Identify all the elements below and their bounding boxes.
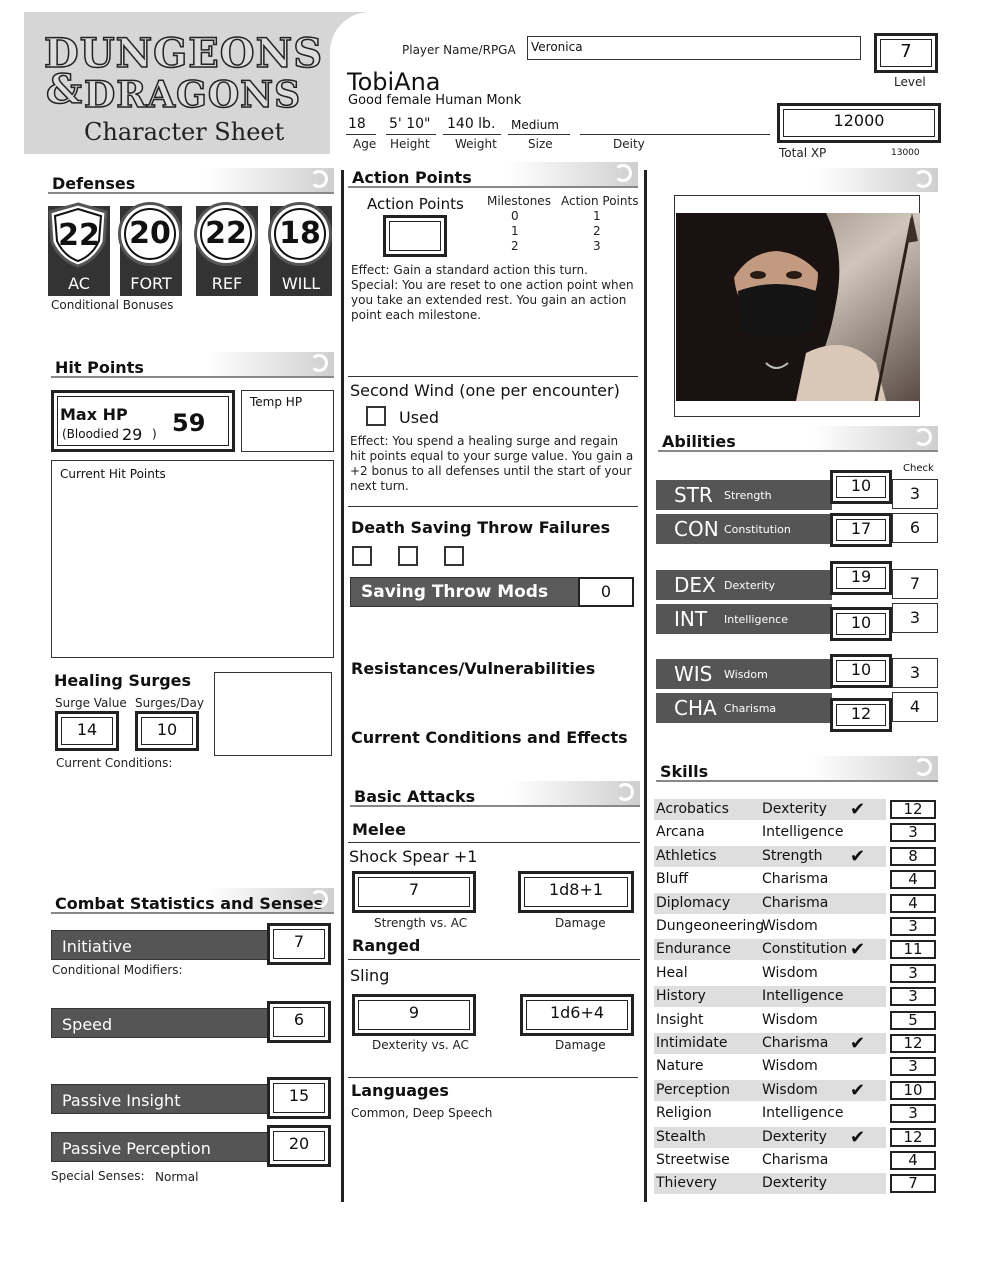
age-underline xyxy=(346,134,376,135)
skill-value: 3 xyxy=(908,917,918,935)
skill-name: Dungeoneering xyxy=(656,918,765,934)
ref-label: REF xyxy=(211,274,243,293)
skill-row-streetwise xyxy=(654,1150,886,1171)
sheet-subtitle: Character Sheet xyxy=(84,118,285,146)
speed-label: Speed xyxy=(62,1015,113,1034)
melee-weapon[interactable]: Shock Spear +1 xyxy=(349,847,478,866)
swirl-icon xyxy=(616,783,634,801)
skill-name: Religion xyxy=(656,1105,712,1121)
skill-value: 5 xyxy=(908,1011,918,1029)
swirl-icon xyxy=(914,170,932,188)
melee-attack-box[interactable] xyxy=(352,871,476,913)
passive-perception-row xyxy=(51,1132,269,1162)
skill-row-bluff xyxy=(654,869,886,890)
milestone-1: 1 xyxy=(511,224,519,238)
conditional-bonuses-label: Conditional Bonuses xyxy=(51,298,174,312)
character-name[interactable]: TobiAna xyxy=(347,68,441,96)
skills-header xyxy=(656,756,938,782)
speed-value: 6 xyxy=(293,1010,305,1029)
action-points-header xyxy=(348,162,638,188)
skill-value-box-intimidate[interactable] xyxy=(890,1034,936,1053)
weight-underline xyxy=(443,134,501,135)
swirl-icon xyxy=(614,164,632,182)
bloodied-value: 29 xyxy=(122,425,143,444)
skill-ability: Dexterity xyxy=(762,801,827,817)
ap-1: 1 xyxy=(593,209,601,223)
skill-name: Endurance xyxy=(656,941,731,957)
trained-check-icon[interactable]: ✔ xyxy=(850,1127,866,1148)
skill-row-history xyxy=(654,986,886,1007)
initiative-box[interactable] xyxy=(267,923,331,965)
surge-value: 14 xyxy=(76,720,98,739)
max-hp-box[interactable] xyxy=(51,390,235,452)
skill-name: Intimidate xyxy=(656,1035,728,1051)
level-label: Level xyxy=(894,75,926,89)
hit-points-title: Hit Points xyxy=(55,358,144,377)
skill-name: Perception xyxy=(656,1082,731,1098)
skill-value-box-religion[interactable] xyxy=(890,1104,936,1123)
ranged-attack-value: 9 xyxy=(408,1003,420,1022)
ability-check: 3 xyxy=(909,484,921,503)
trained-check-icon[interactable]: ✔ xyxy=(850,799,866,820)
skill-row-perception xyxy=(654,1080,886,1101)
ap-3: 3 xyxy=(593,239,601,253)
skill-value: 8 xyxy=(908,847,918,865)
skill-row-heal xyxy=(654,963,886,984)
skill-value: 4 xyxy=(908,870,918,888)
temp-hp-box[interactable] xyxy=(241,390,334,452)
skill-value-box-athletics[interactable] xyxy=(890,847,936,866)
ability-row-cha xyxy=(656,693,832,723)
ac-label: AC xyxy=(68,274,90,293)
skill-value-box-perception[interactable] xyxy=(890,1081,936,1100)
skill-value: 7 xyxy=(908,1174,918,1192)
current-conditions-label: Current Conditions: xyxy=(56,756,173,770)
skill-name: Bluff xyxy=(656,871,689,887)
skill-ability: Strength xyxy=(762,848,823,864)
special-senses-label: Special Senses: xyxy=(51,1169,145,1183)
defenses-title: Defenses xyxy=(52,174,136,193)
fort-value[interactable]: 20 xyxy=(129,216,171,251)
skill-value: 12 xyxy=(903,800,923,818)
ability-abbr: STR xyxy=(674,483,713,507)
ranged-label: Ranged xyxy=(352,936,421,955)
ability-score: 10 xyxy=(850,476,872,495)
skill-row-diplomacy xyxy=(654,893,886,914)
ability-score-box-con[interactable] xyxy=(830,513,892,547)
skill-ability: Dexterity xyxy=(762,1175,827,1191)
trained-check-icon[interactable]: ✔ xyxy=(850,1033,866,1054)
ability-check: 3 xyxy=(909,608,921,627)
divider xyxy=(348,842,640,843)
next-level-xp: 13000 xyxy=(891,148,920,158)
ability-check-box-int[interactable] xyxy=(892,603,938,633)
skill-row-endurance xyxy=(654,939,886,960)
hit-points-header xyxy=(51,352,334,378)
ranged-attack-box[interactable] xyxy=(352,994,476,1036)
bloodied-close: ) xyxy=(152,427,157,441)
ability-check: 6 xyxy=(909,518,921,537)
ability-name: Dexterity xyxy=(724,579,776,592)
action-points-box[interactable] xyxy=(383,215,447,257)
skill-value: 12 xyxy=(903,1034,923,1052)
saving-throw-mods-value: 0 xyxy=(600,582,612,601)
speed-box[interactable] xyxy=(267,1001,331,1043)
skill-ability: Charisma xyxy=(762,895,829,911)
age-label: Age xyxy=(353,137,377,151)
special-senses-value: Normal xyxy=(155,1170,199,1184)
trained-check-icon[interactable]: ✔ xyxy=(850,1080,866,1101)
skill-value-box-dungeoneering[interactable] xyxy=(890,917,936,936)
ability-score: 10 xyxy=(850,613,872,632)
temp-hp-label: Temp HP xyxy=(250,395,303,409)
skill-value-box-thievery[interactable] xyxy=(890,1174,936,1193)
column-divider-right xyxy=(644,170,647,1202)
level-box[interactable] xyxy=(874,33,938,73)
skill-name: Arcana xyxy=(656,824,705,840)
abilities-title: Abilities xyxy=(662,432,736,451)
skill-value-box-history[interactable] xyxy=(890,987,936,1006)
ability-score: 17 xyxy=(850,519,872,538)
skill-ability: Wisdom xyxy=(762,1082,818,1098)
ability-check-box-str[interactable] xyxy=(892,479,938,509)
character-portrait-image xyxy=(676,213,920,401)
skill-row-acrobatics xyxy=(654,799,886,820)
milestone-2: 2 xyxy=(511,239,519,253)
ability-name: Intelligence xyxy=(724,613,789,626)
skill-value: 11 xyxy=(903,940,923,958)
skill-name: Acrobatics xyxy=(656,801,729,817)
swirl-icon xyxy=(914,758,932,776)
current-hp-label: Current Hit Points xyxy=(60,467,166,481)
skill-value: 10 xyxy=(903,1081,923,1099)
ability-row-con xyxy=(656,514,832,544)
skill-value: 3 xyxy=(908,1104,918,1122)
will-label: WILL xyxy=(281,274,321,293)
current-conditions-title: Current Conditions and Effects xyxy=(351,728,628,747)
ability-score-box-wis[interactable] xyxy=(830,654,892,688)
ability-abbr: WIS xyxy=(674,662,713,686)
height-label: Height xyxy=(390,137,430,151)
passive-perception-box[interactable] xyxy=(267,1125,331,1167)
logo-line1: DUNGEONS xyxy=(44,30,324,77)
ability-name: Wisdom xyxy=(724,668,768,681)
skill-name: Insight xyxy=(656,1012,704,1028)
ability-check: 7 xyxy=(909,574,921,593)
ability-check-box-dex[interactable] xyxy=(892,569,938,599)
skill-value-box-diplomacy[interactable] xyxy=(890,894,936,913)
ability-score-box-int[interactable] xyxy=(830,607,892,641)
melee-damage-box[interactable] xyxy=(518,871,634,913)
skill-name: History xyxy=(656,988,706,1004)
swirl-icon xyxy=(310,354,328,372)
skill-row-athletics xyxy=(654,846,886,867)
skill-value-box-stealth[interactable] xyxy=(890,1128,936,1147)
skill-name: Streetwise xyxy=(656,1152,730,1168)
initiative-label: Initiative xyxy=(62,937,132,956)
ability-row-str xyxy=(656,480,832,510)
healing-surges-title: Healing Surges xyxy=(54,671,192,690)
surge-value-label: Surge Value xyxy=(55,696,127,710)
skill-value: 3 xyxy=(908,987,918,1005)
ability-check-box-cha[interactable] xyxy=(892,692,938,722)
skill-name: Stealth xyxy=(656,1129,706,1145)
skill-ability: Wisdom xyxy=(762,965,818,981)
second-wind-effect: Effect: You spend a healing surge and regain hit points equal to your surge value. You gain a +2 bonus to all defenses until the start of your next turn. xyxy=(350,434,634,493)
skill-ability: Charisma xyxy=(762,871,829,887)
swirl-icon xyxy=(310,170,328,188)
ac-block xyxy=(48,206,110,296)
weight-label: Weight xyxy=(455,137,497,151)
basic-attacks-header xyxy=(350,781,640,807)
initiative-value: 7 xyxy=(293,932,305,951)
player-name-field[interactable]: Veronica xyxy=(527,36,861,60)
initiative-row xyxy=(51,930,269,960)
ranged-damage-box[interactable] xyxy=(520,994,634,1036)
skill-value: 12 xyxy=(903,1128,923,1146)
death-saves-title: Death Saving Throw Failures xyxy=(351,518,611,537)
action-points-effect: Effect: Gain a standard action this turn. xyxy=(351,263,588,277)
milestone-0: 0 xyxy=(511,209,519,223)
ranged-weapon[interactable]: Sling xyxy=(350,966,390,985)
skill-value-box-arcana[interactable] xyxy=(890,823,936,842)
swirl-icon xyxy=(310,890,328,908)
ability-score-box-cha[interactable] xyxy=(830,698,892,732)
basic-attacks-title: Basic Attacks xyxy=(354,787,476,806)
passive-perception-label: Passive Perception xyxy=(62,1139,211,1158)
skill-row-dungeoneering xyxy=(654,916,886,937)
bloodied-label: (Bloodied xyxy=(62,427,119,441)
skill-row-thievery xyxy=(654,1173,886,1194)
age-value[interactable]: 18 xyxy=(348,116,366,132)
skill-value-box-acrobatics[interactable] xyxy=(890,800,936,819)
melee-damage-value: 1d8+1 xyxy=(548,880,604,899)
skill-value-box-streetwise[interactable] xyxy=(890,1151,936,1170)
surges-per-day-value: 10 xyxy=(156,720,178,739)
level-value: 7 xyxy=(900,41,912,62)
skill-value: 4 xyxy=(908,1151,918,1169)
skill-ability: Charisma xyxy=(762,1152,829,1168)
portrait-frame xyxy=(674,195,920,417)
will-value[interactable]: 18 xyxy=(279,216,321,251)
skill-value-box-endurance[interactable] xyxy=(890,940,936,959)
logo-ampersand: & xyxy=(46,66,83,113)
total-xp-label: Total XP xyxy=(779,146,827,160)
size-label: Size xyxy=(528,137,553,151)
skill-ability: Constitution xyxy=(762,941,848,957)
abilities-header xyxy=(658,426,938,452)
ability-score: 10 xyxy=(850,660,872,679)
skill-row-insight xyxy=(654,1010,886,1031)
ability-name: Charisma xyxy=(724,702,777,715)
skill-value-box-insight[interactable] xyxy=(890,1011,936,1030)
ability-abbr: CHA xyxy=(674,696,717,720)
skill-value: 4 xyxy=(908,894,918,912)
ability-name: Constitution xyxy=(724,523,791,536)
ability-abbr: CON xyxy=(674,517,719,541)
surges-per-day-label: Surges/Day xyxy=(135,696,204,710)
total-xp-box[interactable] xyxy=(777,103,941,143)
dnd-logo xyxy=(44,30,324,150)
skill-value-box-bluff[interactable] xyxy=(890,870,936,889)
will-block xyxy=(270,206,332,296)
max-hp-label: Max HP xyxy=(60,405,128,424)
melee-attack-value: 7 xyxy=(408,880,420,899)
skill-ability: Intelligence xyxy=(762,988,844,1004)
size-underline xyxy=(508,134,570,135)
skill-value: 3 xyxy=(908,823,918,841)
size-value[interactable]: Medium xyxy=(511,118,559,132)
weight-value[interactable]: 140 lb. xyxy=(447,116,496,132)
action-points-special: Special: You are reset to one action point when you take an extended rest. You gain an action point each milestone. xyxy=(351,278,634,322)
skill-row-nature xyxy=(654,1056,886,1077)
melee-label: Melee xyxy=(352,820,406,839)
max-hp-value: 59 xyxy=(172,409,206,437)
death-save-checkbox-2[interactable] xyxy=(398,546,418,566)
ability-check: 3 xyxy=(909,663,921,682)
ap-2: 2 xyxy=(593,224,601,238)
skill-name: Heal xyxy=(656,965,688,981)
ability-row-int xyxy=(656,604,832,634)
skill-ability: Wisdom xyxy=(762,918,818,934)
surges-per-day-box[interactable] xyxy=(135,711,199,751)
skill-ability: Wisdom xyxy=(762,1012,818,1028)
trained-check-icon[interactable]: ✔ xyxy=(850,939,866,960)
second-wind-title: Second Wind (one per encounter) xyxy=(350,381,620,400)
deity-label: Deity xyxy=(613,137,645,151)
skill-ability: Dexterity xyxy=(762,1129,827,1145)
divider xyxy=(348,506,638,507)
divider xyxy=(348,1077,638,1078)
ability-check: 4 xyxy=(909,697,921,716)
height-underline xyxy=(386,134,436,135)
ac-value[interactable]: 22 xyxy=(58,218,100,253)
skill-name: Thievery xyxy=(656,1175,717,1191)
swirl-icon xyxy=(914,428,932,446)
surge-value-box[interactable] xyxy=(55,711,119,751)
passive-insight-value: 15 xyxy=(288,1086,310,1105)
skill-name: Diplomacy xyxy=(656,895,731,911)
skill-value-box-heal[interactable] xyxy=(890,964,936,983)
portrait-header xyxy=(660,168,938,192)
defenses-header xyxy=(48,168,334,194)
character-description: Good female Human Monk xyxy=(348,93,522,108)
skill-row-stealth xyxy=(654,1127,886,1148)
skill-value-box-nature[interactable] xyxy=(890,1057,936,1076)
melee-damage-label: Damage xyxy=(555,916,606,930)
surges-used-box[interactable] xyxy=(214,672,332,756)
ability-score-box-dex[interactable] xyxy=(830,561,892,595)
total-xp-value: 12000 xyxy=(833,111,885,130)
skill-name: Athletics xyxy=(656,848,717,864)
languages-list: Common, Deep Speech xyxy=(351,1106,493,1120)
divider xyxy=(348,959,640,960)
skill-ability: Wisdom xyxy=(762,1058,818,1074)
passive-insight-label: Passive Insight xyxy=(62,1091,181,1110)
death-save-checkbox-3[interactable] xyxy=(444,546,464,566)
ability-score-box-str[interactable] xyxy=(830,470,892,504)
ranged-attack-label: Dexterity vs. AC xyxy=(372,1038,469,1052)
second-wind-used-label: Used xyxy=(399,408,440,427)
saving-throw-mods-box[interactable] xyxy=(578,577,634,607)
divider xyxy=(348,376,638,377)
skill-name: Nature xyxy=(656,1058,704,1074)
passive-perception-value: 20 xyxy=(288,1134,310,1153)
milestones-label: Milestones xyxy=(487,194,551,208)
skill-ability: Charisma xyxy=(762,1035,829,1051)
action-points-box-label: Action Points xyxy=(367,195,464,213)
skill-value: 3 xyxy=(908,1057,918,1075)
speed-row xyxy=(51,1008,269,1038)
column-divider-left xyxy=(341,170,344,1202)
fort-block xyxy=(120,206,182,296)
ability-score: 12 xyxy=(850,704,872,723)
ranged-damage-value: 1d6+4 xyxy=(549,1003,605,1022)
ranged-damage-label: Damage xyxy=(555,1038,606,1052)
saving-throw-mods-row xyxy=(350,577,580,607)
resistances-title: Resistances/Vulnerabilities xyxy=(351,659,596,678)
trained-check-icon[interactable]: ✔ xyxy=(850,846,866,867)
conditional-modifiers-label: Conditional Modifiers: xyxy=(52,963,183,977)
ability-row-dex xyxy=(656,570,832,600)
combat-stats-header xyxy=(51,888,334,914)
ability-name: Strength xyxy=(724,489,772,502)
ap-col-label: Action Points xyxy=(561,194,639,208)
skill-row-intimidate xyxy=(654,1033,886,1054)
logo-line2: DRAGONS xyxy=(84,74,302,116)
skill-value: 3 xyxy=(908,964,918,982)
ability-check-box-con[interactable] xyxy=(892,513,938,543)
player-name-label: Player Name/RPGA xyxy=(402,43,516,57)
skills-title: Skills xyxy=(660,762,709,781)
ability-check-box-wis[interactable] xyxy=(892,658,938,688)
current-hp-box[interactable] xyxy=(51,460,334,658)
ability-abbr: DEX xyxy=(674,573,716,597)
death-save-checkbox-1[interactable] xyxy=(352,546,372,566)
ref-block xyxy=(196,206,258,296)
height-value[interactable]: 5' 10" xyxy=(389,116,431,132)
skill-ability: Intelligence xyxy=(762,1105,844,1121)
check-label: Check xyxy=(903,463,934,474)
skill-row-religion xyxy=(654,1103,886,1124)
languages-title: Languages xyxy=(351,1081,449,1100)
passive-insight-box[interactable] xyxy=(267,1077,331,1119)
skill-row-arcana xyxy=(654,822,886,843)
combat-stats-title: Combat Statistics and Senses xyxy=(55,894,324,913)
melee-attack-label: Strength vs. AC xyxy=(374,916,468,930)
ref-value[interactable]: 22 xyxy=(205,216,247,251)
action-points-title: Action Points xyxy=(352,168,472,187)
saving-throw-mods-label: Saving Throw Mods xyxy=(361,582,549,602)
ability-row-wis xyxy=(656,659,832,689)
ability-abbr: INT xyxy=(674,607,708,631)
deity-underline xyxy=(580,134,770,135)
second-wind-used-checkbox[interactable] xyxy=(366,406,386,426)
fort-label: FORT xyxy=(130,274,172,293)
passive-insight-row xyxy=(51,1084,269,1114)
skill-ability: Intelligence xyxy=(762,824,844,840)
ability-score: 19 xyxy=(850,567,872,586)
